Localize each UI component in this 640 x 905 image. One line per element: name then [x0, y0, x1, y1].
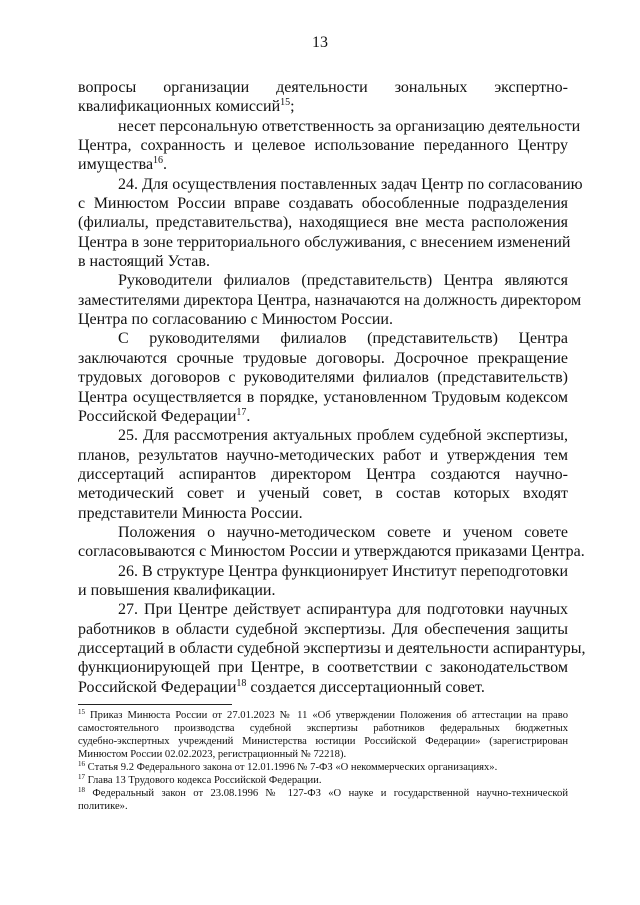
footnote-line: [78, 709, 568, 722]
text-line: [78, 562, 568, 581]
line-text: в настоящий Устав.: [78, 253, 210, 271]
line-text: Центра, сохранность и целевое использование переданного Центру: [78, 137, 568, 155]
text-line: [78, 310, 568, 329]
text-line: [78, 117, 581, 136]
footnote-text: судебно-экспертных учреждений Министерства юстиции Российской Федерации» (зарегистрирован: [78, 736, 568, 747]
line-text: квалификационных комиссий: [78, 98, 281, 116]
line-text: Центра осуществляется в порядке, установленном Трудовым кодексом: [78, 388, 568, 406]
text-line: [78, 271, 568, 290]
footnote-number: 15: [78, 708, 85, 716]
line-tail: .: [163, 156, 168, 174]
footnote-line: [78, 761, 568, 774]
paragraph: [78, 175, 583, 272]
text-line: [78, 233, 571, 252]
text-line: [78, 542, 585, 561]
text-line: [78, 678, 568, 697]
line-text: представители Минюста России.: [78, 504, 303, 522]
text-line: [78, 658, 568, 677]
line-text: 26. В структуре Центра функционирует Институт переподготовки: [118, 562, 569, 580]
line-text: 27. При Центре действует аспирантура для подготовки научных: [118, 601, 568, 619]
paragraph: [78, 271, 582, 329]
line-text: заместителями директора Центра, назначаются на должность директором: [78, 291, 582, 309]
line-text: Российской Федерации: [78, 678, 237, 696]
text-line: [78, 78, 568, 97]
text-line: [78, 600, 568, 619]
line-tail: .: [246, 407, 251, 425]
footnote-number: 17: [78, 773, 85, 781]
line-text: 25. Для рассмотрения актуальных проблем судебной экспертизы,: [118, 427, 568, 445]
footnote-ref: 15: [280, 97, 291, 109]
text-line: [78, 426, 568, 445]
line-text: несет персональную ответственность за организацию деятельности: [118, 117, 581, 135]
line-text: трудовых договоров с руководителями филиалов (представительств): [78, 369, 568, 387]
paragraph: [78, 426, 568, 523]
text-line: [78, 407, 568, 426]
line-text: Центра в зоне территориального обслуживания, с внесением изменений: [78, 233, 571, 251]
footnote-text: самостоятельного производства судебной экспертизы работников федеральных бюджетных: [78, 723, 568, 734]
text-line: [78, 175, 583, 194]
line-text: 24. Для осуществления поставленных задач Центр по согласованию: [118, 175, 583, 193]
text-line: [78, 213, 568, 232]
text-line: [78, 504, 568, 523]
document-body: [78, 78, 586, 697]
text-line: [78, 484, 568, 503]
line-text: диссертаций аспирантов директором Центра создаются научно-: [78, 465, 568, 483]
text-line: [78, 97, 568, 116]
paragraph: [78, 329, 568, 426]
footnote: [78, 709, 568, 761]
footnote: [78, 774, 568, 787]
line-text: С руководителями филиалов (представительств) Центра: [118, 330, 568, 348]
footnote-line: [78, 748, 568, 761]
text-line: [78, 155, 568, 174]
footnotes: [78, 709, 568, 813]
line-text: (филиалы, представительства), находящиеся вне места расположения: [78, 214, 568, 232]
text-line: [78, 465, 568, 484]
line-text: диссертаций в области судебной экспертизы и деятельности аспирантуры,: [78, 639, 586, 657]
text-line: [78, 329, 568, 348]
line-text: Положения о научно-методическом совете и ученом совете: [118, 523, 568, 541]
footnote-separator: [78, 704, 232, 705]
line-text: методический совет и ученый совет, в состав которых входят: [78, 485, 568, 503]
line-text: заключаются срочные трудовые договоры. Досрочное прекращение: [78, 349, 568, 367]
text-line: [78, 368, 568, 387]
paragraph: [78, 600, 586, 697]
line-tail: ;: [290, 98, 295, 116]
paragraph: [78, 562, 568, 601]
footnote-text: Приказ Минюста России от 27.01.2023 № 11 «Об утверждении Положения об аттестации на право: [85, 710, 568, 721]
footnote-line: [78, 722, 568, 735]
footnote-text: Глава 13 Трудового кодекса Российской Федерации.: [85, 775, 322, 786]
text-line: [78, 620, 568, 639]
footnote-ref: 18: [236, 677, 247, 689]
footnote-number: 18: [78, 786, 85, 794]
page-number: 13: [312, 34, 328, 51]
footnote-text: политике».: [78, 801, 128, 812]
footnote-line: [78, 774, 568, 787]
text-line: [78, 446, 568, 465]
text-line: [78, 136, 568, 155]
paragraph: [78, 523, 585, 562]
footnote-text: Минюстом России 02.02.2023, регистрационный № 72218).: [78, 749, 347, 760]
line-text: Центра по согласованию с Минюстом России.: [78, 311, 393, 329]
line-text: вопросы организации деятельности зональных экспертно-: [78, 79, 568, 96]
footnote-number: 16: [78, 760, 85, 768]
text-line: [78, 252, 568, 271]
text-line: [78, 291, 582, 310]
footnote-ref: 16: [153, 155, 164, 167]
line-text: имущества: [78, 156, 154, 174]
footnote: [78, 787, 568, 813]
text-line: [78, 388, 568, 407]
footnote: [78, 761, 568, 774]
footnote-line: [78, 800, 568, 813]
line-text: планов, результатов научно-методических работ и утверждения тем: [78, 446, 568, 464]
text-line: [78, 639, 586, 658]
footnote-ref: 17: [236, 406, 247, 418]
footnote-line: [78, 787, 568, 800]
text-line: [78, 523, 568, 542]
line-text: Руководители филиалов (представительств) Центра являются: [118, 272, 568, 290]
line-text: согласовываются с Минюстом России и утверждаются приказами Центра.: [78, 543, 585, 561]
footnote-text: Федеральный закон от 23.08.1996 № 127-ФЗ «О науке и государственной научно-технической: [85, 788, 568, 799]
line-text: Российской Федерации: [78, 407, 237, 425]
text-line: [78, 349, 568, 368]
paragraph: [78, 117, 581, 175]
line-text: работников в области судебной экспертизы. Для обеспечения защиты: [78, 620, 568, 638]
paragraph: [78, 78, 568, 117]
text-line: [78, 581, 568, 600]
footnote-text: Статья 9.2 Федерального закона от 12.01.1996 № 7-ФЗ «О некоммерческих организациях».: [85, 762, 498, 773]
line-text: с Минюстом России вправе создавать обособленные подразделения: [78, 195, 568, 213]
line-tail: создается диссертационный совет.: [246, 678, 485, 696]
footnote-line: [78, 735, 568, 748]
line-text: функционирующей при Центре, в соответствии с законодательством: [78, 659, 568, 677]
line-text: и повышения квалификации.: [78, 581, 276, 599]
text-line: [78, 194, 568, 213]
